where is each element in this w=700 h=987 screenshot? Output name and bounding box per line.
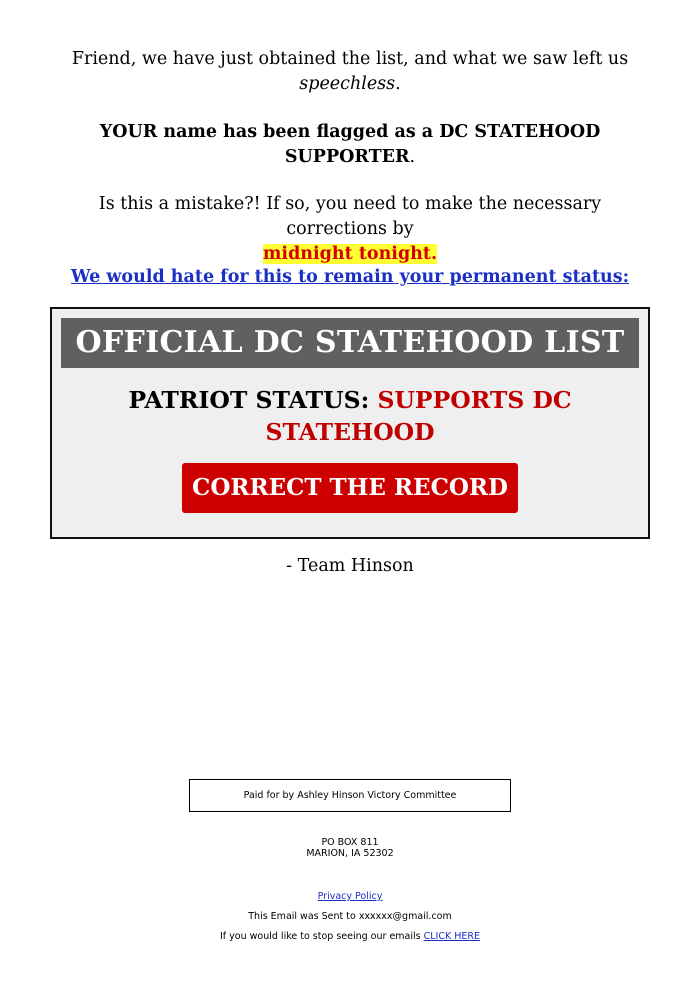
unsubscribe-row: [100, 931, 600, 942]
status-value: SUPPORTS DC STATEHOOD: [265, 386, 572, 446]
intro-period: .: [395, 74, 401, 94]
address-line-1: PO BOX 811: [321, 837, 379, 848]
privacy-row: [100, 891, 600, 902]
mistake-text: Is this a mistake?! If so, you need to make the necessary corrections by: [98, 194, 602, 239]
intro-emphasis: speechless: [299, 74, 396, 94]
privacy-policy-link[interactable]: Privacy Policy: [317, 891, 383, 902]
unsubscribe-text: If you would like to stop seeing our emails: [220, 931, 424, 942]
flagged-text: YOUR name has been flagged as a DC STATEHOOD SUPPORTER: [99, 122, 601, 167]
permanent-status-link[interactable]: We would hate for this to remain your permanent status:: [70, 267, 630, 287]
sent-to-notice: This Email was Sent to xxxxxx@gmail.com: [248, 911, 452, 922]
correct-record-button[interactable]: CORRECT THE RECORD: [182, 463, 518, 513]
unsubscribe-link[interactable]: CLICK HERE: [423, 931, 480, 942]
address-line-2: MARION, IA 52302: [306, 848, 394, 859]
paid-for-disclaimer: Paid for by Ashley Hinson Victory Committee: [189, 779, 511, 812]
list-title: OFFICIAL DC STATEHOOD LIST: [61, 318, 639, 368]
deadline-highlight: midnight tonight.: [262, 244, 438, 264]
patriot-status: [82, 384, 618, 448]
flagged-paragraph: [60, 120, 640, 170]
mailing-address: [100, 837, 600, 859]
signoff: - Team Hinson: [286, 556, 414, 576]
mistake-paragraph: [60, 192, 640, 267]
intro-text: Friend, we have just obtained the list, and what we saw left us: [71, 49, 629, 69]
permanent-status-paragraph: [60, 265, 640, 290]
status-label: PATRIOT STATUS: [128, 386, 361, 414]
intro-paragraph: [60, 47, 640, 97]
flagged-period: .: [409, 147, 416, 167]
statehood-list-box: [50, 307, 650, 539]
status-separator: :: [360, 386, 378, 414]
